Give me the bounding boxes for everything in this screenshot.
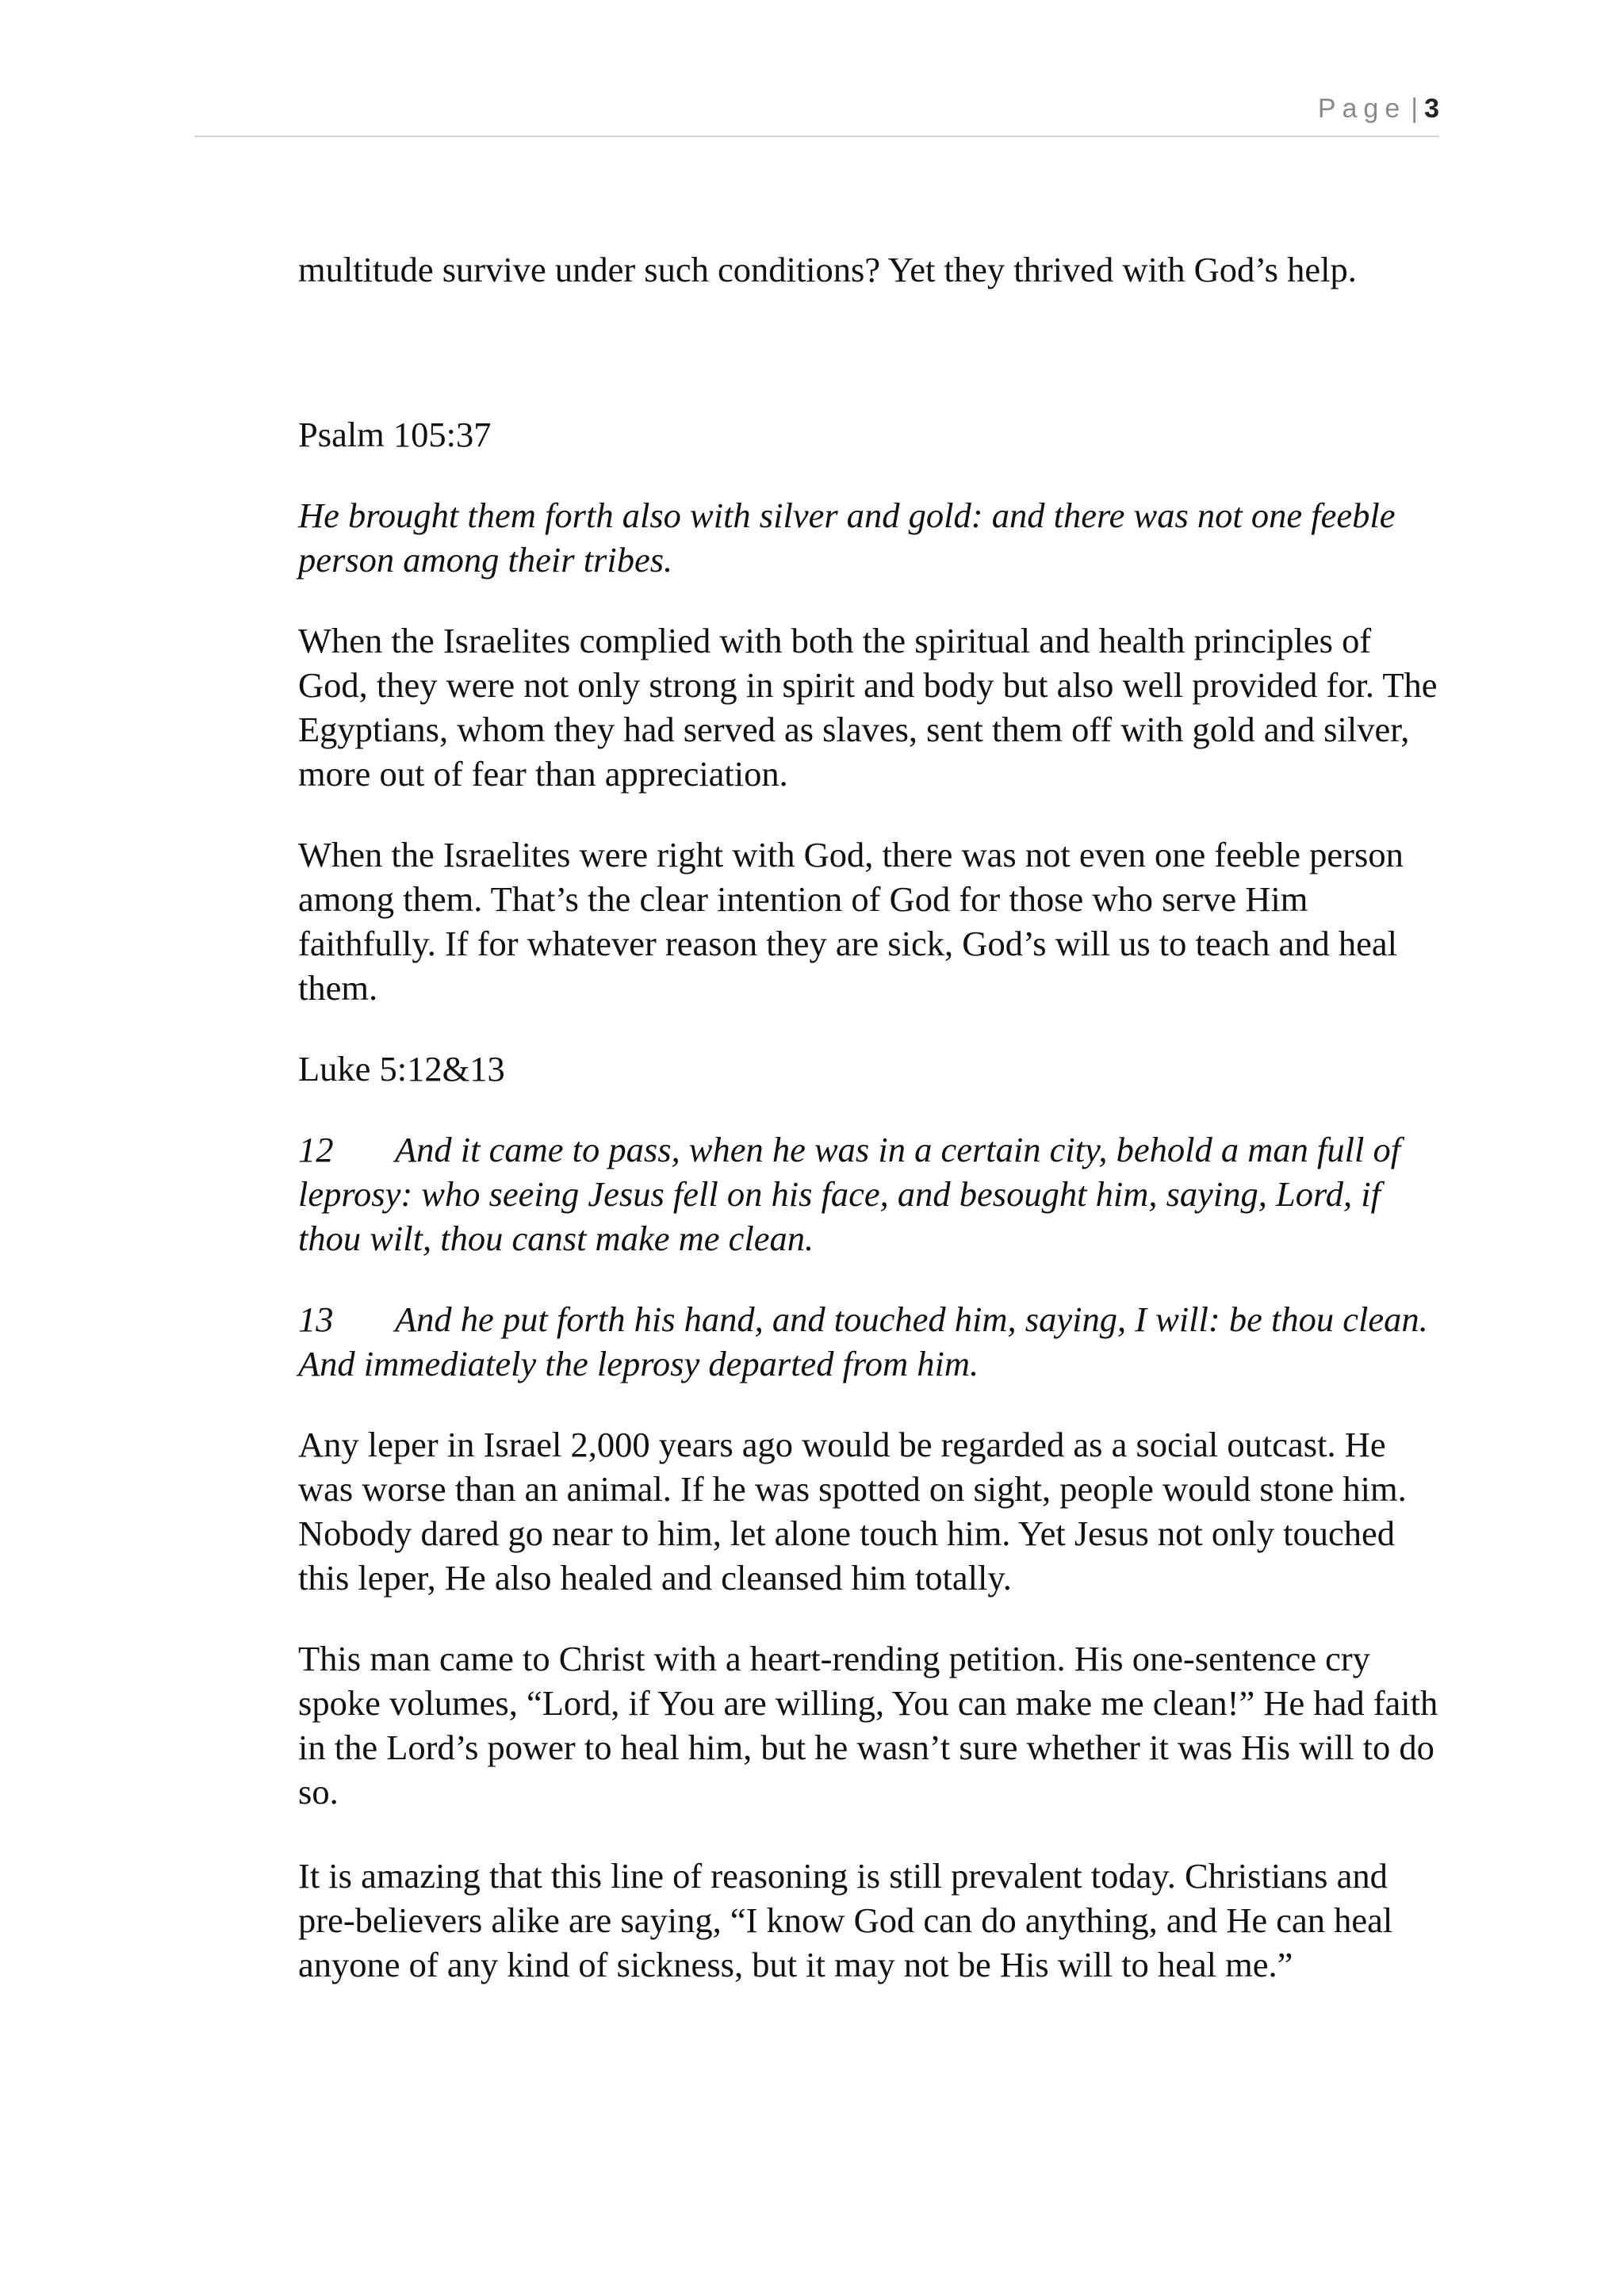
scripture-verse-13 [298, 1297, 1448, 1386]
page-separator: | [1411, 94, 1419, 124]
page-label: Page [1317, 94, 1407, 124]
paragraph: When the Israelites complied with both the spiritual and health principles of God, they were not only strong in spirit and body but also well provided for. The Egyptians, whom they had served as slaves, sent them off with gold and silver, more out of fear than appreciation. [298, 621, 1438, 794]
scripture-verse-12 [298, 1127, 1448, 1261]
verse-text: And he put forth his hand, and touched him, saying, I will: be thou clean. And immediately the leprosy departed from him. [298, 1299, 1428, 1383]
verse-number: 12 [298, 1130, 334, 1169]
header-rule [194, 136, 1439, 137]
scripture-reference: Psalm 105:37 [298, 415, 492, 454]
paragraph: When the Israelites were right with God, there was not even one feeble person among them. That’s the clear intention of God for those who serve Him faithfully. If for whatever reason they are sick, God’s will us to teach and heal them. [298, 835, 1404, 1008]
paragraph: This man came to Christ with a heart-rending petition. His one-sentence cry spoke volumes, “Lord, if You are willing, You can make me clean!” He had faith in the Lord’s power to heal him, but he wasn’t sure whether it was His will to do so. [298, 1639, 1438, 1812]
page-number: 3 [1424, 94, 1439, 124]
verse-text: And it came to pass, when he was in a certain city, behold a man full of leprosy: who seeing Jesus fell on his face, and besought him, saying, Lord, if thou wilt, thou canst make me clean. [298, 1130, 1401, 1258]
page-header [0, 94, 1439, 124]
page-body [298, 247, 1448, 1987]
scripture-verse: He brought them forth also with silver and gold: and there was not one feeble person among their tribes. [298, 496, 1396, 580]
scripture-reference: Luke 5:12&13 [298, 1049, 505, 1089]
paragraph-continued: multitude survive under such conditions? Yet they thrived with God’s help. [298, 250, 1357, 289]
verse-number: 13 [298, 1299, 334, 1339]
paragraph: It is amazing that this line of reasoning is still prevalent today. Christians and pre-believers alike are saying, “I know God can do anything, and He can heal anyone of any kind of sickness, but it may not be His will to heal me.” [298, 1856, 1393, 1984]
paragraph: Any leper in Israel 2,000 years ago would be regarded as a social outcast. He was worse than an animal. If he was spotted on sight, people would stone him. Nobody dared go near to him, let alone touch him. Yet Jesus not only touched this leper, He also healed and cleansed him totally. [298, 1425, 1407, 1598]
